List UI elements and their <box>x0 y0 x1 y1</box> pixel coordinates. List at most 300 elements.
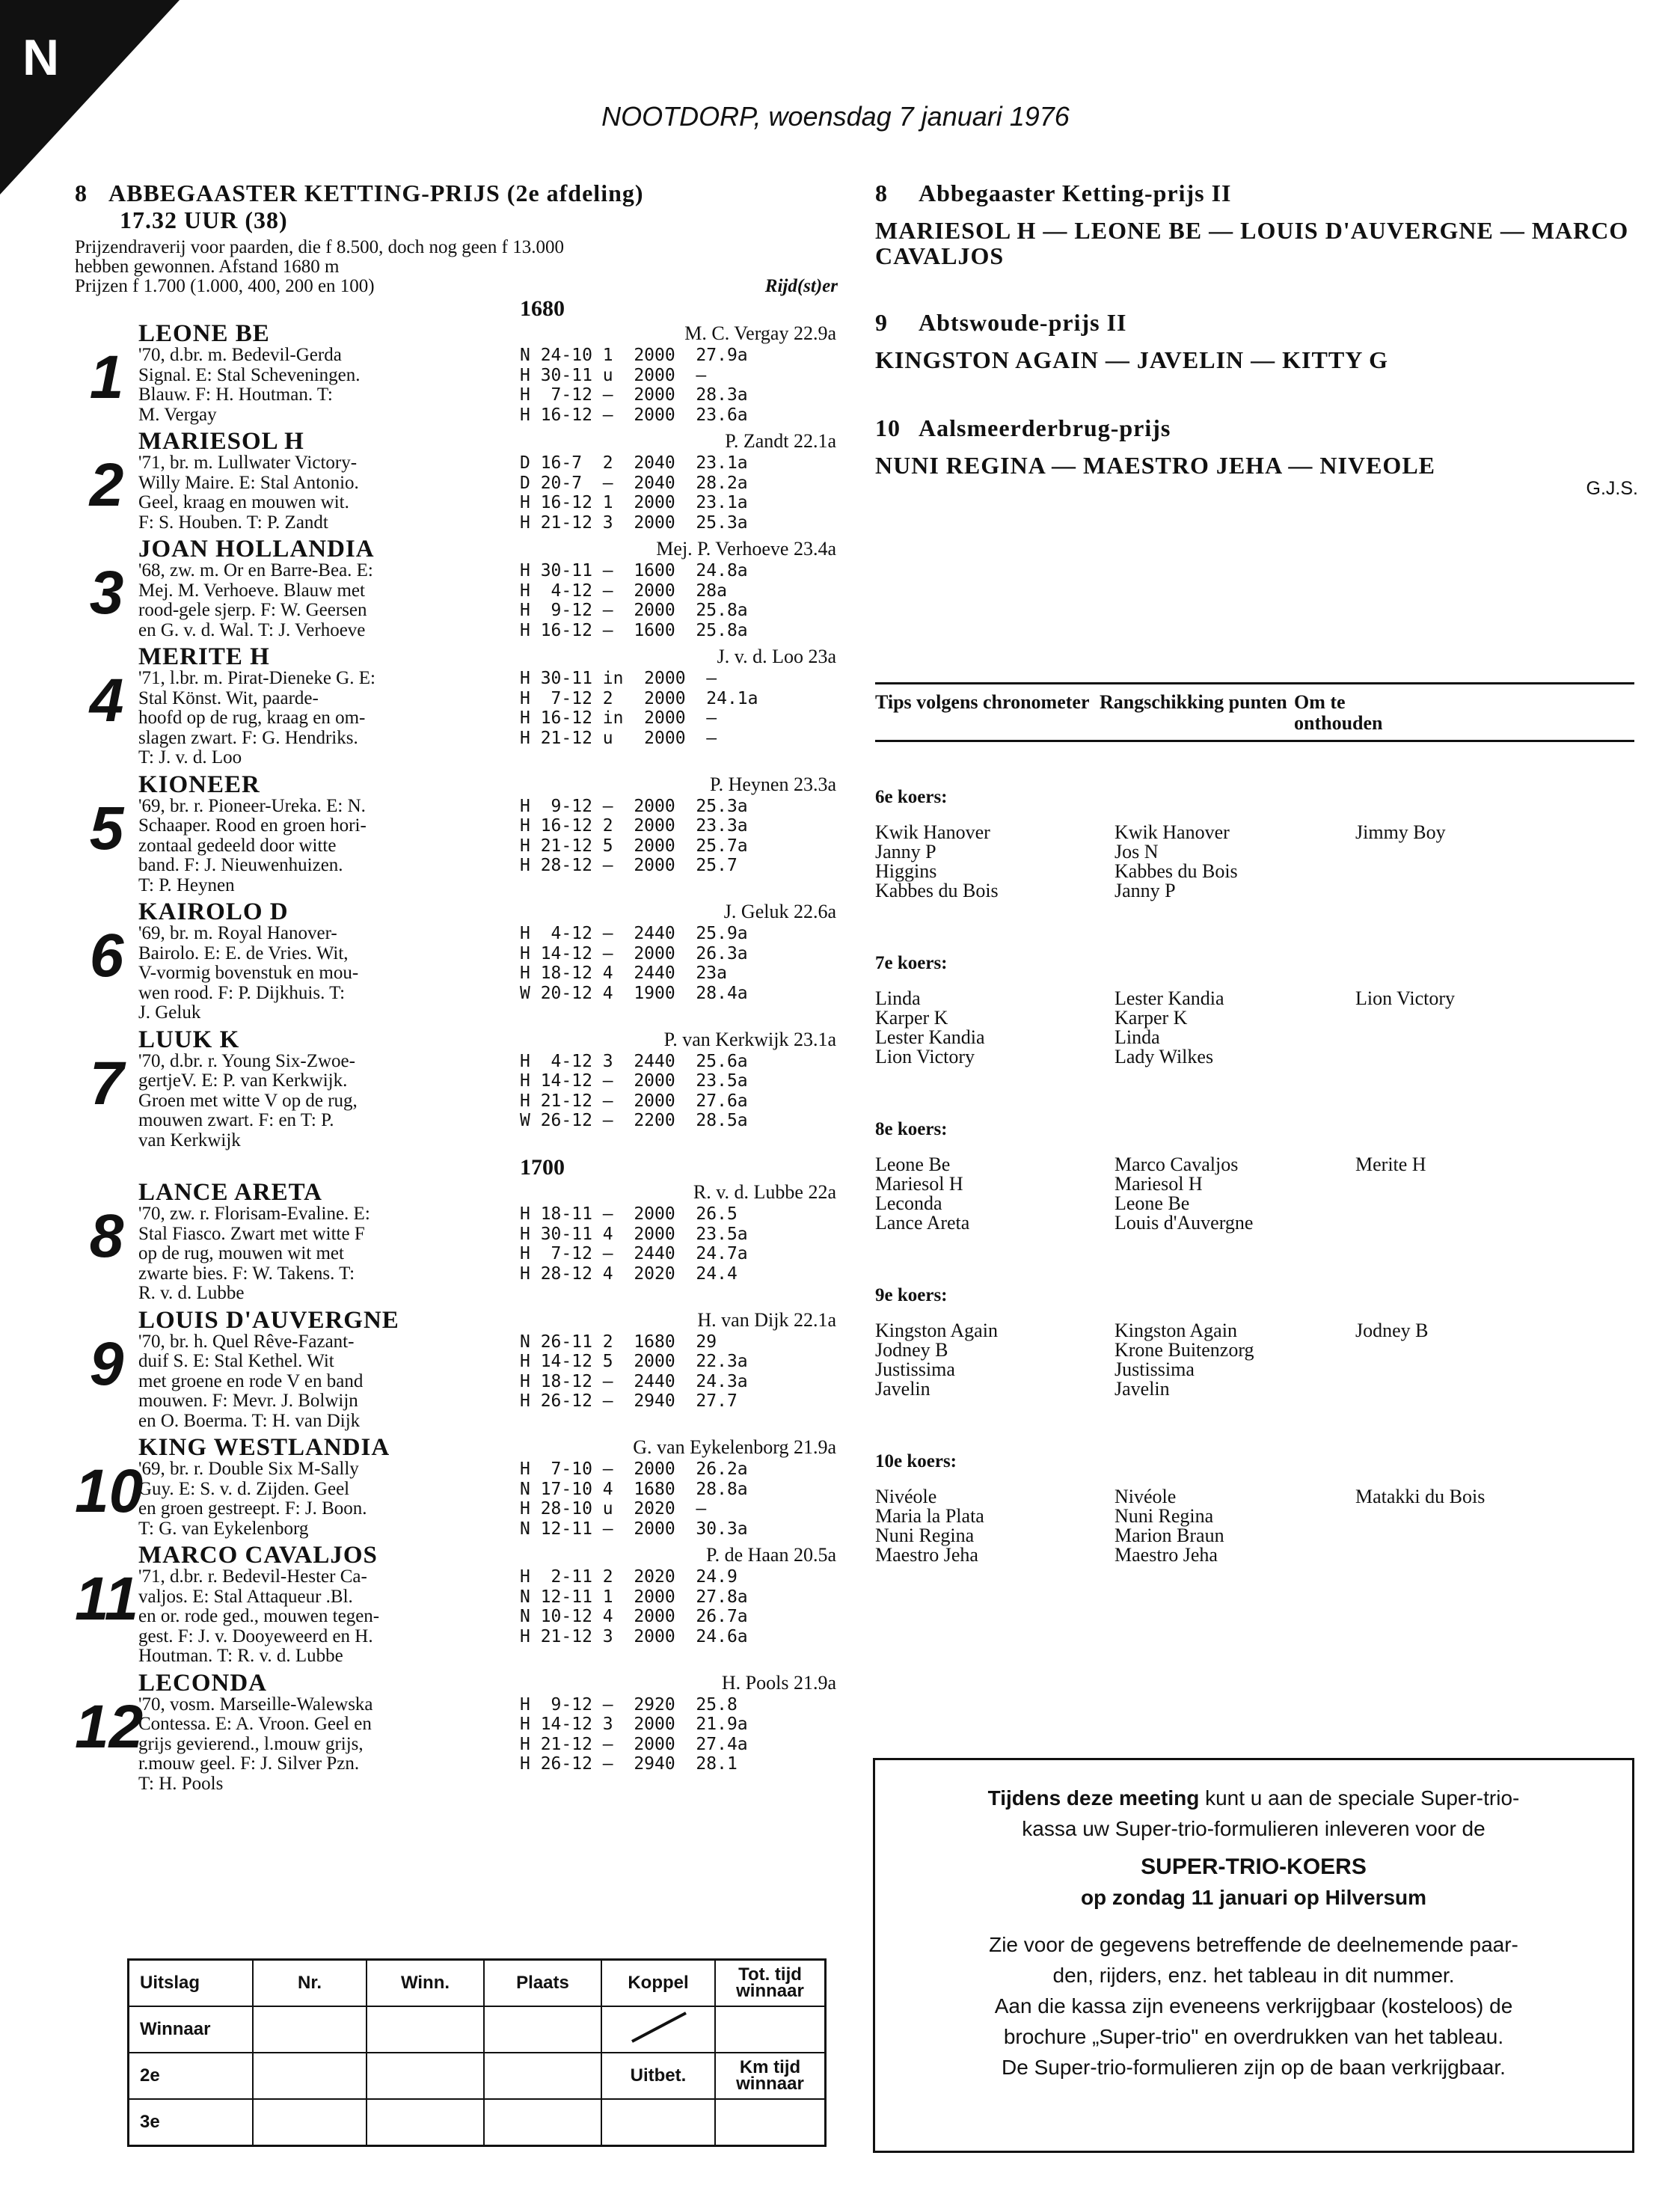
race-title <box>75 180 838 206</box>
horse-entry <box>75 1671 838 1795</box>
horse-header <box>138 1543 838 1567</box>
koers-columns <box>875 823 1634 901</box>
horse-name: LOUIS D'AUVERGNE <box>138 1306 399 1334</box>
horse-header <box>138 1028 838 1052</box>
trio-paragraph-line: Zie voor de gegevens betreffende de deelnemende paar- <box>989 1933 1518 1956</box>
results-cell <box>367 2006 484 2053</box>
koers-horse: Lion Victory <box>875 1046 975 1067</box>
summary-number: 10 <box>875 414 901 441</box>
horse-number: 11 <box>75 1565 139 1633</box>
results-uitbet: Uitbet. <box>601 2053 715 2099</box>
summary-block <box>875 414 1638 478</box>
koers-horse: Matakki du Bois <box>1355 1486 1485 1507</box>
koers-col2 <box>1114 1321 1355 1399</box>
horse-header <box>138 537 838 561</box>
horse-start-line: H 4-12 — 2000 28a <box>520 580 727 601</box>
horse-number: 9 <box>89 1329 124 1398</box>
race-name: ABBEGAASTER KETTING-PRIJS (2e afdeling) <box>108 180 644 206</box>
koers-horse: Louis d'Auvergne <box>1114 1212 1254 1234</box>
horse-start-line: N 12-11 — 2000 30.3a <box>520 1519 748 1539</box>
results-table <box>127 1958 827 2147</box>
horse-start-line: H 4-12 — 2440 25.9a <box>520 924 748 943</box>
koers-horse: Janny P <box>1114 880 1176 901</box>
dateline: NOOTDORP, woensdag 7 januari 1976 <box>601 101 1070 132</box>
koers-label: 9e koers: <box>875 1285 948 1305</box>
horse-description-line: Stal Fiasco. Zwart met witte F <box>138 1223 365 1244</box>
koers-horse: Leone Be <box>875 1154 951 1175</box>
horse-description <box>138 1567 520 1667</box>
summaries <box>875 180 1638 500</box>
horse-start-line: H 16-12 — 1600 25.8a <box>520 620 748 640</box>
summary-title <box>875 309 1638 337</box>
trio-paragraph-line: den, rijders, enz. het tableau in dit nummer. <box>1052 1964 1455 1987</box>
trio-paragraph-line: Aan die kassa zijn eveneens verkrijgbaar (kosteloos) de <box>994 1994 1513 2018</box>
horse-description-line: band. F: J. Nieuwenhuizen. <box>138 855 343 875</box>
horse-description-line: '69, br. r. Double Six M-Sally <box>138 1459 359 1479</box>
horse-starts <box>520 797 748 896</box>
horse-description-line: '70, d.br. r. Young Six-Zwoe- <box>138 1050 355 1071</box>
koers-horse: Jodney B <box>1355 1320 1429 1341</box>
horse-description <box>138 924 520 1023</box>
horse-number: 8 <box>89 1202 124 1270</box>
horse-description-line: zwarte bies. F: W. Takens. T: <box>138 1263 355 1284</box>
horse-description-line: J. Geluk <box>138 1002 201 1023</box>
koers-horse: Marco Cavaljos <box>1114 1154 1239 1175</box>
horse-start-line: H 9-12 — 2920 25.8 <box>520 1694 738 1715</box>
horse-description <box>138 1695 520 1795</box>
super-trio-notice <box>873 1758 1634 2153</box>
koers-label: 7e koers: <box>875 953 948 973</box>
rider-column-header: Rijd(st)er <box>764 276 838 296</box>
horse-name: MARIESOL H <box>138 428 304 455</box>
koers-col1 <box>875 1321 1114 1399</box>
horse-number: 10 <box>75 1457 144 1525</box>
koers-columns <box>875 1155 1634 1233</box>
horse-driver: H. van Dijk 22.1a <box>697 1308 836 1331</box>
horse-entry <box>75 1543 838 1667</box>
horse-start-line: D 20-7 — 2040 28.2a <box>520 473 748 493</box>
race-program <box>75 180 838 1798</box>
horse-description <box>138 1204 520 1304</box>
horse-entry <box>75 645 838 768</box>
horse-description-line: Willy Maire. E: Stal Antonio. <box>138 472 359 493</box>
horse-description-line: en O. Boerma. T: H. van Dijk <box>138 1410 361 1431</box>
horse-number: 12 <box>75 1692 144 1761</box>
horse-description-line: mouwen zwart. F: en T: P. <box>138 1110 334 1130</box>
horse-details <box>138 453 838 533</box>
horse-entry <box>75 1436 838 1539</box>
horse-starts <box>520 1459 748 1539</box>
horse-description-line: '70, vosm. Marseille-Walewska <box>138 1694 373 1715</box>
horse-start-line: H 7-12 2 2000 24.1a <box>520 688 758 708</box>
summary-title <box>875 180 1638 207</box>
results-cell <box>253 2099 367 2146</box>
horse-number: 5 <box>89 794 124 863</box>
summary-result: KINGSTON AGAIN — JAVELIN — KITTY G <box>875 346 1388 373</box>
horse-description-line: en G. v. d. Wal. T: J. Verhoeve <box>138 619 366 640</box>
koers-col2 <box>1114 1487 1355 1565</box>
horse-name: MARCO CAVALJOS <box>138 1542 378 1569</box>
horse-start-line: H 30-11 — 1600 24.8a <box>520 561 748 580</box>
horse-header <box>138 429 838 453</box>
horse-description-line: Schaaper. Rood en groen hori- <box>138 815 367 836</box>
horse-description-line: '69, br. r. Pioneer-Ureka. E: N. <box>138 795 366 816</box>
koers-col3 <box>1355 989 1632 1067</box>
koers-block <box>875 787 1634 901</box>
koers-col1 <box>875 1155 1114 1233</box>
trio-intro-bold: Tijdens deze meeting <box>987 1786 1200 1810</box>
section-letter: N <box>22 29 60 86</box>
race-number: 8 <box>75 180 88 206</box>
horse-description <box>138 453 520 533</box>
horse-starts <box>520 1567 748 1667</box>
horse-list <box>75 322 838 1151</box>
horse-description-line: zontaal gedeeld door witte <box>138 835 337 856</box>
horse-description-line: '70, d.br. m. Bedevil-Gerda <box>138 345 342 365</box>
summary-title <box>875 414 1638 442</box>
koers-col2 <box>1114 1155 1355 1233</box>
results-cell <box>484 2099 601 2146</box>
horse-description <box>138 346 520 425</box>
horse-description-line: grijs gevierend., l.mouw grijs, <box>138 1733 364 1754</box>
koers-block <box>875 953 1634 1067</box>
horse-description-line: '68, zw. m. Or en Barre-Bea. E: <box>138 560 373 580</box>
koers-horse: Javelin <box>1114 1378 1170 1400</box>
horse-start-line: H 9-12 — 2000 25.8a <box>520 601 748 620</box>
horse-entry <box>75 429 838 533</box>
koers-col3 <box>1355 1487 1632 1565</box>
trio-intro <box>875 1783 1632 1813</box>
horse-description-line: Blauw. F: H. Houtman. T: <box>138 385 333 405</box>
koers-horse: Higgins <box>875 860 937 882</box>
horse-header <box>138 1671 838 1695</box>
horse-start-line: N 10-12 4 2000 26.7a <box>520 1607 748 1626</box>
summary-race-name: Aalsmeerderbrug-prijs <box>919 414 1171 441</box>
results-cell <box>601 2099 715 2146</box>
koers-horse: Kabbes du Bois <box>875 880 999 901</box>
koers-columns <box>875 1487 1634 1565</box>
horse-description-line: '70, br. h. Quel Rêve-Fazant- <box>138 1331 355 1352</box>
koers-horse: Janny P <box>875 841 936 863</box>
koers-horse: Nuni Regina <box>1114 1505 1214 1527</box>
horse-start-line: H 16-12 in 2000 — <box>520 708 717 728</box>
koers-horse: Krone Buitenzorg <box>1114 1339 1254 1361</box>
koers-horse: Nivéole <box>875 1486 937 1507</box>
koers-horse: Merite H <box>1355 1154 1426 1175</box>
horse-description-line: slagen zwart. F: G. Hendriks. <box>138 727 358 748</box>
horse-driver: P. Heynen 23.3a <box>710 773 836 795</box>
horse-number: 2 <box>89 451 124 519</box>
horse-start-line: H 9-12 — 2000 25.3a <box>520 796 748 816</box>
horse-start-line: N 17-10 4 1680 28.8a <box>520 1479 748 1499</box>
trio-title: SUPER-TRIO-KOERS <box>1141 1854 1367 1879</box>
horse-start-line: H 30-11 u 2000 — <box>520 365 707 385</box>
koers-horse: Maestro Jeha <box>875 1544 978 1566</box>
horse-start-line: H 21-12 5 2000 25.7a <box>520 836 748 856</box>
horse-driver: P. van Kerkwijk 23.1a <box>663 1028 836 1050</box>
horse-description-line: hoofd op de rug, kraag en om- <box>138 708 366 728</box>
horse-description-line: F: S. Houben. T: P. Zandt <box>138 512 328 533</box>
horse-details <box>138 1695 838 1795</box>
horse-description <box>138 1332 520 1432</box>
koers-label: 8e koers: <box>875 1119 948 1139</box>
horse-starts <box>520 1052 748 1151</box>
horse-description-line: Bairolo. E: E. de Vries. Wit, <box>138 943 349 963</box>
koers-horse: Lance Areta <box>875 1212 970 1234</box>
koers-col1 <box>875 989 1114 1067</box>
horse-description <box>138 1459 520 1539</box>
koers-block <box>875 1451 1634 1565</box>
horse-start-line: W 26-12 — 2200 28.5a <box>520 1111 748 1130</box>
horse-number: 1 <box>89 343 124 411</box>
koers-horse: Linda <box>875 987 921 1009</box>
koers-horse: Leconda <box>875 1192 942 1214</box>
horse-start-line: H 4-12 3 2440 25.6a <box>520 1051 748 1071</box>
horse-name: LANCE ARETA <box>138 1179 323 1206</box>
horse-start-line: H 26-12 — 2940 28.1 <box>520 1754 738 1774</box>
koers-horse: Lester Kandia <box>875 1026 985 1048</box>
summary-number: 8 <box>875 180 888 206</box>
horse-start-line: H 14-12 3 2000 21.9a <box>520 1715 748 1734</box>
horse-start-line: H 2-11 2 2020 24.9 <box>520 1567 738 1587</box>
koers-col3 <box>1355 823 1632 901</box>
koers-label: 6e koers: <box>875 787 948 807</box>
trio-intro-rest: kunt u aan de speciale Super-trio- <box>1199 1786 1520 1810</box>
horse-details <box>138 669 838 768</box>
horse-driver: Mej. P. Verhoeve 23.4a <box>656 538 836 560</box>
prizes-text: Prijzen f 1.700 (1.000, 400, 200 en 100) <box>75 276 375 296</box>
results-cell <box>484 2006 601 2053</box>
results-cell <box>715 2006 826 2053</box>
horse-start-line: H 18-11 — 2000 26.5 <box>520 1204 738 1224</box>
koers-horse: Maestro Jeha <box>1114 1544 1218 1566</box>
results-cell <box>367 2099 484 2146</box>
horse-start-line: H 16-12 1 2000 23.1a <box>520 493 748 512</box>
horse-starts <box>520 924 748 1023</box>
horse-header <box>138 770 838 798</box>
horse-header <box>138 1308 838 1332</box>
horse-entry <box>75 1028 838 1151</box>
trio-intro-line: kassa uw Super-trio-formulieren inleveren voor de <box>1022 1817 1485 1840</box>
horse-description-line: Geel, kraag en mouwen wit. <box>138 492 349 512</box>
horse-header <box>138 900 838 924</box>
trio-paragraph-line: De Super-trio-formulieren zijn op de baan verkrijgbaar. <box>1002 2056 1506 2079</box>
horse-starts <box>520 1695 748 1795</box>
horse-start-line: H 30-11 4 2000 23.5a <box>520 1224 748 1244</box>
horse-start-line: H 14-12 5 2000 22.3a <box>520 1352 748 1371</box>
horse-name: JOAN HOLLANDIA <box>138 536 375 563</box>
horse-description-line: en groen gestreept. F: J. Boon. <box>138 1498 367 1519</box>
horse-starts <box>520 1332 748 1432</box>
koers-horse: Kingston Again <box>875 1320 998 1341</box>
summary-result: NUNI REGINA — MAESTRO JEHA — NIVEOLE <box>875 452 1435 479</box>
horse-starts <box>520 346 748 425</box>
race-time: 17.32 UUR (38) <box>120 206 288 233</box>
horse-start-line: H 21-12 3 2000 25.3a <box>520 512 748 533</box>
koers-horse: Mariesol H <box>1114 1173 1203 1195</box>
horse-entry <box>75 322 838 425</box>
koers-horse: Lester Kandia <box>1114 987 1224 1009</box>
horse-description <box>138 797 520 896</box>
horse-start-line: H 14-12 — 2000 26.3a <box>520 943 748 963</box>
horse-description-line: Mej. M. Verhoeve. Blauw met <box>138 580 365 601</box>
horse-starts <box>520 1204 748 1304</box>
horse-details <box>138 1459 838 1539</box>
horse-details <box>138 1332 838 1432</box>
horse-description-line: R. v. d. Lubbe <box>138 1283 245 1303</box>
horse-description-line: mouwen. F: Mevr. J. Bolwijn <box>138 1391 358 1411</box>
horse-number: 4 <box>89 667 124 735</box>
results-cell <box>253 2053 367 2099</box>
horse-details <box>138 797 838 896</box>
horse-header <box>138 645 838 669</box>
koers-horse: Kingston Again <box>1114 1320 1237 1341</box>
horse-number: 3 <box>89 559 124 627</box>
horse-start-line: W 20-12 4 1900 28.4a <box>520 983 748 1003</box>
trio-subtitle: op zondag 11 januari op Hilversum <box>1080 1886 1427 1909</box>
koers-columns <box>875 1321 1634 1399</box>
horse-driver: P. de Haan 20.5a <box>705 1544 836 1566</box>
results-row-label: 3e <box>129 2099 254 2146</box>
summary-result: MARIESOL H — LEONE BE — LOUIS D'AUVERGNE — MARCO CAVALJOS <box>875 217 1629 269</box>
horse-description-line: r.mouw geel. F: J. Silver Pzn. <box>138 1753 360 1774</box>
tips-section <box>875 682 1634 1565</box>
koers-columns <box>875 989 1634 1067</box>
horse-description-line: '70, zw. r. Florisam-Evaline. E: <box>138 1204 370 1224</box>
distance-header: 1700 <box>520 1155 565 1180</box>
tips-header-onthouden: Om te onthouden <box>1294 691 1383 734</box>
horse-description-line: met groene en rode V en band <box>138 1370 364 1391</box>
horse-description-line: gest. F: J. v. Dooyeweerd en H. <box>138 1626 373 1646</box>
horse-start-line: N 24-10 1 2000 27.9a <box>520 346 748 365</box>
horse-driver: G. van Eykelenborg 21.9a <box>633 1436 836 1458</box>
horse-driver: M. C. Vergay 22.9a <box>684 322 836 344</box>
results-row-label: Winnaar <box>129 2006 254 2053</box>
koers-horse: Nivéole <box>1114 1486 1177 1507</box>
horse-description-line: '71, d.br. r. Bedevil-Hester Ca- <box>138 1566 367 1587</box>
koers-horse: Javelin <box>875 1378 930 1400</box>
summary-number: 9 <box>875 309 888 336</box>
koers-horse: Kwik Hanover <box>875 821 990 843</box>
koers-horse: Linda <box>1114 1026 1160 1048</box>
horse-number: 7 <box>89 1049 124 1118</box>
results-cell <box>484 2053 601 2099</box>
horse-start-line: H 7-12 — 2000 28.3a <box>520 385 748 405</box>
horse-description-line: van Kerkwijk <box>138 1130 241 1151</box>
horse-description-line: Houtman. T: R. v. d. Lubbe <box>138 1646 343 1666</box>
horse-start-line: H 18-12 4 2440 23a <box>520 963 727 983</box>
horse-description-line: rood-gele sjerp. F: W. Geersen <box>138 600 367 620</box>
horse-start-line: H 18-12 — 2440 24.3a <box>520 1371 748 1391</box>
koers-col2 <box>1114 823 1355 901</box>
horse-starts <box>520 561 748 640</box>
results-cell <box>253 2006 367 2053</box>
results-cell <box>367 2053 484 2099</box>
koers-horse: Jos N <box>1114 841 1159 863</box>
results-cell <box>715 2099 826 2146</box>
horse-description <box>138 561 520 640</box>
horse-details <box>138 346 838 425</box>
tips-header-rangschikking: Rangschikking punten <box>1100 691 1287 713</box>
koers-horse: Maria la Plata <box>875 1505 984 1527</box>
koers-horse: Jodney B <box>875 1339 948 1361</box>
horse-list <box>75 1180 838 1794</box>
horse-driver: J. v. d. Loo 23a <box>717 646 836 667</box>
horse-start-line: H 30-11 in 2000 — <box>520 669 717 688</box>
horse-start-line: H 14-12 — 2000 23.5a <box>520 1071 748 1091</box>
horse-start-line: H 21-12 — 2000 27.4a <box>520 1734 748 1754</box>
horse-description-line: M. Vergay <box>138 404 217 425</box>
horse-name: KIONEER <box>138 770 260 798</box>
koers-horse: Justissima <box>875 1358 955 1380</box>
horse-description <box>138 1052 520 1151</box>
horse-starts <box>520 453 748 533</box>
horse-driver: J. Geluk 22.6a <box>723 901 836 922</box>
horse-description-line: '69, br. m. Royal Hanover- <box>138 923 337 943</box>
horse-name: KAIROLO D <box>138 898 289 925</box>
horse-start-line: H 7-12 — 2440 24.7a <box>520 1244 748 1263</box>
koers-block <box>875 1119 1634 1233</box>
horse-start-line: D 16-7 2 2040 23.1a <box>520 453 748 473</box>
distance-header: 1680 <box>520 296 565 321</box>
horse-entry <box>75 1180 838 1304</box>
results-header: Koppel <box>601 1960 715 2007</box>
horse-description-line: '71, l.br. m. Pirat-Dieneke G. E: <box>138 668 375 688</box>
horse-details <box>138 924 838 1023</box>
koers-horse: Jimmy Boy <box>1355 821 1446 843</box>
results-cell-slash <box>601 2006 715 2053</box>
koers-horse: Marion Braun <box>1114 1525 1224 1546</box>
horse-entry <box>75 1308 838 1432</box>
slash-mark <box>625 2009 692 2046</box>
tips-header-chronometer: Tips volgens chronometer <box>875 691 1090 713</box>
horse-description-line: T: H. Pools <box>138 1773 224 1794</box>
horse-description-line: T: P. Heynen <box>138 874 235 895</box>
results-header: Uitslag <box>129 1960 254 2007</box>
race-conditions-line: hebben gewonnen. Afstand 1680 m <box>75 257 340 277</box>
koers-horse: Nuni Regina <box>875 1525 975 1546</box>
horse-start-line: H 28-12 4 2020 24.4 <box>520 1263 738 1284</box>
horse-header <box>138 1436 838 1459</box>
koers-horse: Kwik Hanover <box>1114 821 1230 843</box>
horse-description-line: Contessa. E: A. Vroon. Geel en <box>138 1714 372 1734</box>
horse-driver: P. Zandt 22.1a <box>725 430 836 452</box>
horse-start-line: H 28-12 — 2000 25.7 <box>520 856 738 875</box>
horse-description-line: duif S. E: Stal Kethel. Wit <box>138 1351 334 1371</box>
horse-description-line: en or. rode ged., mouwen tegen- <box>138 1606 380 1626</box>
koers-col2 <box>1114 989 1355 1067</box>
results-header: Winn. <box>367 1960 484 2007</box>
koers-label: 10e koers: <box>875 1451 957 1471</box>
koers-col3 <box>1355 1321 1632 1399</box>
horse-description-line: valjos. E: Stal Attaqueur .Bl. <box>138 1586 353 1607</box>
horse-description-line: op de rug, mouwen wit met <box>138 1243 344 1263</box>
horse-entry <box>75 537 838 640</box>
horse-name: MERITE H <box>138 643 270 670</box>
horse-name: KING WESTLANDIA <box>138 1434 390 1461</box>
koers-horse: Kabbes du Bois <box>1114 860 1238 882</box>
koers-col1 <box>875 823 1114 901</box>
horse-header <box>138 322 838 346</box>
horse-start-line: H 26-12 — 2940 27.7 <box>520 1391 738 1411</box>
horse-description-line: wen rood. F: P. Dijkhuis. T: <box>138 982 346 1003</box>
koers-col1 <box>875 1487 1114 1565</box>
koers-col3 <box>1355 1155 1632 1233</box>
horse-start-line: H 28-10 u 2020 — <box>520 1499 707 1519</box>
horse-description-line: Guy. E: S. v. d. Zijden. Geel <box>138 1478 350 1499</box>
horse-header <box>138 1180 838 1204</box>
horse-name: LEONE BE <box>138 320 270 347</box>
